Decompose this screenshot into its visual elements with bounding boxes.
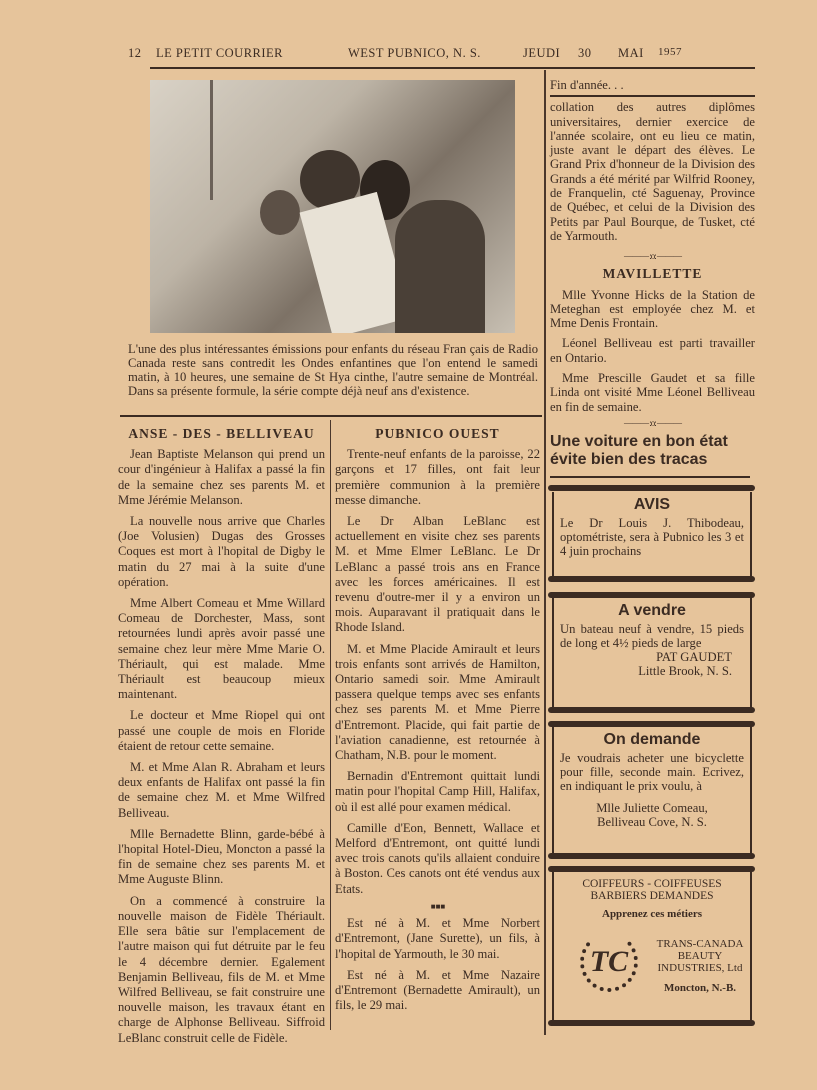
- company-block: [650, 938, 750, 994]
- ad-title: A vendre: [618, 602, 686, 619]
- date: 30: [578, 46, 592, 60]
- ad-border: [548, 576, 755, 582]
- company-place: Moncton, N.-B.: [663, 982, 737, 994]
- ad-avis: [552, 492, 752, 576]
- column-divider: [544, 70, 546, 1035]
- news-item: Bernadin d'Entremont quittait lundi matin pour l'hopital Camp Hill, Halifax, où il est allé pour examen médical.: [335, 769, 540, 814]
- caption-rule: [120, 415, 542, 417]
- year: 1957: [658, 46, 682, 58]
- ad-title: AVIS: [633, 496, 671, 513]
- news-item: Le docteur et Mme Riopel qui ont passé une couple de mois en Floride étaient de retour cette semaine.: [118, 708, 325, 753]
- news-item: Mme Prescille Gaudet et sa fille Linda ont visité Mme Léonel Belliveau en fin de semaine.: [550, 371, 755, 414]
- tc-logo: [580, 932, 638, 992]
- news-item: Jean Baptiste Melanson qui prend un cour d'ingénieur à Halifax a passé la fin de la semaine chez ses parents M. et Mme Jérémie Melanson.: [118, 447, 325, 507]
- news-item: M. et Mme Placide Amirault et leurs trois enfants sont arrivés de Hamilton, Ontario samedi soir. Mme Amirault passera quelque temps avec ses enfants chez ses parents M. et Mme Pierre d'Entremont. Placide, qui fait partie de l'aviation canadienne, est retournée à Chatham, N.B. pour le moment.: [335, 641, 540, 763]
- news-item: Mme Albert Comeau et Mme Willard Comeau de Dorchester, Mass, sont retournées lundi après avoir passé une semaine chez leur mère Mme Marie O. Thériault, qui est malade. Mme Thériault est beaucoup mieux maintenant.: [118, 596, 325, 702]
- photo-radio-children: [150, 80, 515, 333]
- ad-text: Un bateau neuf à vendre, 15 pieds de long et 4½ pieds de large: [560, 622, 744, 650]
- ad-place: Little Brook, N. S.: [638, 664, 732, 678]
- ornament: ——— :o: ———: [623, 251, 681, 262]
- logo-letters: TC: [589, 945, 629, 978]
- news-item: Trente-neuf enfants de la paroisse, 22 garçons et 17 filles, ont fait leur première communion à la première messe dimanche.: [335, 447, 540, 507]
- ad-line: COIFFEURS - COIFFEUSES: [582, 878, 722, 890]
- rule: [550, 95, 755, 97]
- column-anse-des-belliveau: [118, 424, 325, 1052]
- ornament: ——— :o: ———: [623, 417, 681, 428]
- ad-a-vendre: [552, 598, 752, 708]
- news-item: La nouvelle nous arrive que Charles (Joe Volusien) Dugas des Grosses Coques est mort à l'hopital de Digby le matin du 27 mai à la suite d'une opération.: [118, 514, 325, 589]
- column-divider: [330, 420, 331, 1030]
- ad-text: Je voudrais acheter une bicyclette pour fille, seconde main. Ecrivez, en indiquant le prix voulu, à: [560, 751, 744, 793]
- month: MAI: [618, 46, 644, 60]
- ad-on-demande: [552, 727, 752, 855]
- news-item: Est né à M. et Mme Norbert d'Entremont, (Jane Surette), un fils, à l'hopital de Yarmouth, le 30 mai.: [335, 916, 540, 961]
- ad-border: [548, 707, 755, 713]
- photo-caption: L'une des plus intéressantes émissions pour enfants du réseau Fran çais de Radio Canada reste sans contredit les Ondes enfantines que l'on entend le samedi matin, à 10 heures, une semaine de St Hya cinthe, l'autre semaine de Montréal. Dans sa présente formule, la série compte déjà neuf ans d'existence.: [128, 342, 538, 398]
- newspaper-name: LE PETIT COURRIER: [156, 46, 284, 60]
- ad-border: [548, 1020, 755, 1026]
- company-name: INDUSTRIES, Ltd: [657, 962, 743, 974]
- ad-name: Mlle Juliette Comeau,: [596, 801, 708, 815]
- ad-text: Le Dr Louis J. Thibodeau, optométriste, sera à Pubnico les 3 et 4 juin prochains: [560, 516, 744, 558]
- ad-name: PAT GAUDET: [656, 650, 732, 664]
- news-item: Camille d'Eon, Bennett, Wallace et Melford d'Entremont, ont quitté lundi avec trois canots qu'ils allaient conduire à Boston. Ces canots ont été vendus aux Etats.: [335, 820, 540, 896]
- section-title: MAVILLETTE: [602, 266, 703, 282]
- ad-title: On demande: [603, 731, 701, 748]
- day: JEUDI: [523, 46, 561, 60]
- column-right: [550, 78, 755, 469]
- news-item: Est né à M. et Mme Nazaire d'Entremont (Bernadette Amirault), un fils, le 29 mai.: [335, 967, 540, 1013]
- news-item: Léonel Belliveau est parti travailler en Ontario.: [550, 336, 755, 365]
- ad-line: BARBIERS DEMANDES: [590, 890, 714, 902]
- company-name: TRANS-CANADA: [656, 938, 744, 950]
- continued-head: Fin d'année. . .: [550, 78, 624, 92]
- slogan: Une voiture en bon état évite bien des tracas: [550, 433, 728, 469]
- ad-place: Belliveau Cove, N. S.: [597, 815, 707, 829]
- news-item: On a commencé à construire la nouvelle maison de Fidèle Thériault. Elle sera bâtie sur l'emplacement de l'autre maison qui fut détruite par le feu le 4 décembre dernier. Egalement Benjamin Belliveau, fils de M. et Mme Wilfred Belliveau, se fait construire une nouvelle maison, les travaux étant en charge de Alphonse Belliveau. Siffroid LeBlanc construit celle de Fidèle.: [118, 893, 325, 1045]
- ad-border: [548, 485, 755, 491]
- news-item: Mlle Bernadette Blinn, garde-bébé à l'hopital Hotel-Dieu, Moncton a passé la fin de semaine chez ses parents M. et Mme Auguste Blinn.: [118, 826, 325, 887]
- header-rule: [150, 67, 755, 69]
- company-name: BEAUTY: [677, 950, 723, 962]
- news-item: M. et Mme Alan R. Abraham et leurs deux enfants de Halifax ont passé la fin de semaine chez M. et Mme Wilfred Belliveau.: [118, 760, 325, 820]
- column-pubnico-ouest: [335, 424, 540, 1019]
- section-title: PUBNICO OUEST: [375, 426, 500, 441]
- rule: [550, 476, 750, 478]
- ad-subtitle: Apprenez ces métiers: [602, 908, 702, 920]
- section-title: ANSE - DES - BELLIVEAU: [128, 426, 315, 441]
- ad-coiffeurs: [552, 872, 752, 1022]
- news-item: Le Dr Alban LeBlanc est actuellement en visite chez ses parents M. et Mme Elmer LeBlanc. Le Dr LeBlanc a passé trois ans en France avec les forces américaines. Il est revenu d'outre-mer il y a environ un mois. Auparavant il pratiquait dans le Rhode Island.: [335, 514, 540, 635]
- page-number: 12: [128, 46, 142, 60]
- continued-text: collation des autres diplômes universitaires, dernier exercice de l'année scolaire, ont eu lieu ce matin, juste avant le départ des élèves. Le Grand Prix d'honneur de la Division des Grands a été mérité par Wilfrid Rooney, de Franquelin, cté Saguenay, Province de Québec, et celui de la Division des Petits par Paul Bourque, de Tusket, cté de Yarmouth.: [550, 100, 755, 243]
- place: WEST PUBNICO, N. S.: [348, 46, 481, 60]
- news-item: Mlle Yvonne Hicks de la Station de Meteghan est employée chez M. et Mme Denis Frontain.: [550, 287, 755, 331]
- separator-dots: ■ ■ ■: [430, 901, 445, 911]
- ad-border: [548, 853, 755, 859]
